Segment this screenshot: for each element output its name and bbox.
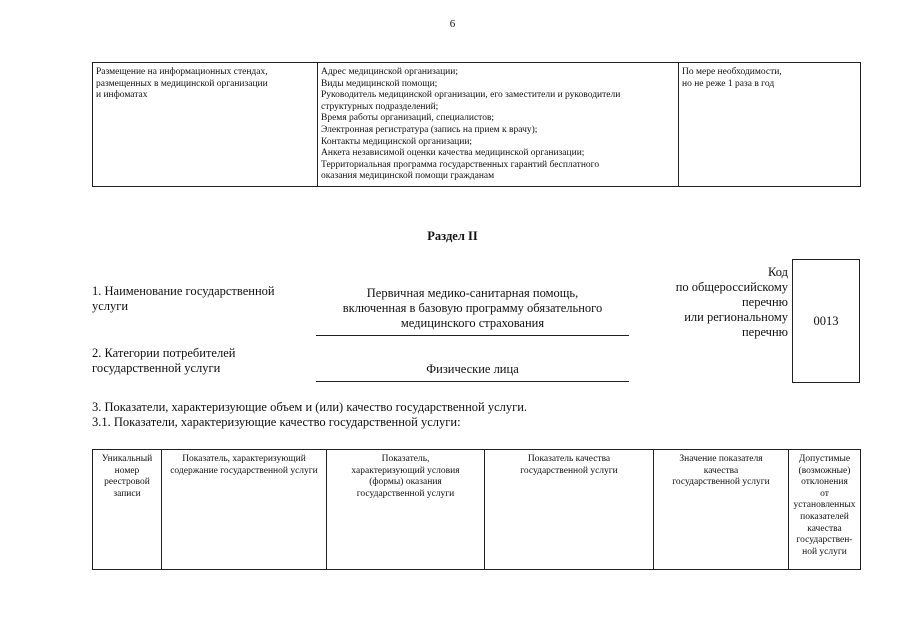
cell-line: По мере необходимости,	[682, 67, 782, 77]
col-header-content-indicator	[162, 450, 327, 570]
service-name-label	[92, 284, 317, 314]
header-line: записи	[113, 488, 141, 499]
code-value-box	[792, 259, 860, 383]
col-header-indicator-value	[654, 450, 789, 570]
header-line: Допустимые	[798, 454, 851, 464]
label-line: или региональному	[684, 310, 788, 324]
header-line: качества	[807, 523, 842, 534]
cell-line: Контакты медицинской организации;	[321, 136, 473, 147]
header-line: качества	[703, 465, 739, 476]
quality-indicators-table	[92, 449, 861, 570]
value-line: медицинского страхования	[400, 316, 545, 330]
cell-line: структурных подразделений;	[321, 101, 439, 112]
info-placement-table	[92, 62, 861, 187]
section-title: Раздел II	[427, 229, 478, 243]
header-line: ной услуги	[802, 546, 847, 557]
cell-line: Территориальная программа государственных гарантий бесплатного	[321, 159, 600, 170]
header-line: характеризующий условия	[351, 465, 460, 476]
info-cell-content	[318, 63, 679, 187]
header-line: Показатель, характеризующий	[182, 454, 306, 464]
value-line: Первичная медико-санитарная помощь,	[366, 286, 579, 300]
header-line: от	[820, 488, 829, 499]
col-header-conditions-indicator	[327, 450, 485, 570]
quality-indicators-heading: 3.1. Показатели, характеризующие качество государственной услуги:	[92, 415, 461, 429]
header-line: Значение показателя	[679, 454, 763, 464]
header-line: реестровой	[104, 477, 150, 488]
col-header-quality-indicator	[485, 450, 654, 570]
header-line: Показатель качества	[527, 454, 611, 464]
header-line: номер	[114, 465, 140, 476]
cell-line: и инфоматах	[96, 90, 148, 101]
header-line: установленных	[793, 500, 856, 511]
col-header-registry-number	[93, 450, 162, 570]
header-line: государственной услуги	[356, 488, 455, 499]
header-line: содержание государственной услуги	[170, 465, 318, 476]
header-line: (формы) оказания	[369, 477, 442, 488]
table-row	[93, 63, 861, 187]
cell-line: оказания медицинской помощи гражданам	[321, 171, 495, 182]
consumers-value: Физические лица	[316, 362, 629, 382]
header-line: государствен-	[796, 535, 853, 546]
label-line: перечню	[741, 325, 788, 339]
header-line: Уникальный	[101, 454, 153, 464]
header-line: (возможные)	[798, 465, 851, 476]
label-line: услуги	[92, 299, 129, 313]
info-cell-place	[93, 63, 318, 187]
code-label	[652, 265, 788, 340]
table-header-row	[93, 450, 861, 570]
code-value: 0013	[813, 313, 839, 328]
cell-line: Виды медицинской помощи;	[321, 78, 438, 89]
header-line: отклонения	[801, 477, 848, 488]
cell-line: Размещение на информационных стендах,	[96, 67, 268, 77]
header-line: Показатель,	[381, 454, 430, 464]
cell-line: Электронная регистратура (запись на прием к врачу);	[321, 124, 538, 135]
header-line: государственной услуги	[520, 465, 618, 476]
value-line: включенная в базовую программу обязательного	[342, 301, 603, 315]
label-line: перечню	[741, 295, 788, 309]
cell-line: Адрес медицинской организации;	[321, 67, 458, 77]
header-line: государственной услуги	[672, 477, 770, 488]
cell-line: размещенных в медицинской организации	[96, 78, 268, 89]
cell-line: Руководитель медицинской организации, его заместители и руководители	[321, 90, 621, 101]
cell-line: Время работы организаций, специалистов;	[321, 113, 495, 124]
consumers-label	[92, 346, 317, 376]
label-line: государственной услуги	[92, 361, 221, 375]
label-line: 1. Наименование государственной	[92, 284, 275, 298]
info-cell-frequency	[679, 63, 861, 187]
cell-line: Анкета независимой оценки качества медицинской организации;	[321, 148, 585, 159]
page-number: 6	[449, 18, 456, 30]
label-line: Код	[768, 265, 788, 279]
cell-line: но не реже 1 раза в год	[682, 78, 775, 89]
label-line: по общероссийскому	[675, 280, 788, 294]
label-line: 2. Категории потребителей	[92, 346, 236, 360]
indicators-heading: 3. Показатели, характеризующие объем и (или) качество государственной услуги.	[92, 400, 528, 414]
col-header-allowed-deviations	[789, 450, 861, 570]
service-name-value	[316, 286, 629, 336]
header-line: показателей	[800, 511, 849, 522]
